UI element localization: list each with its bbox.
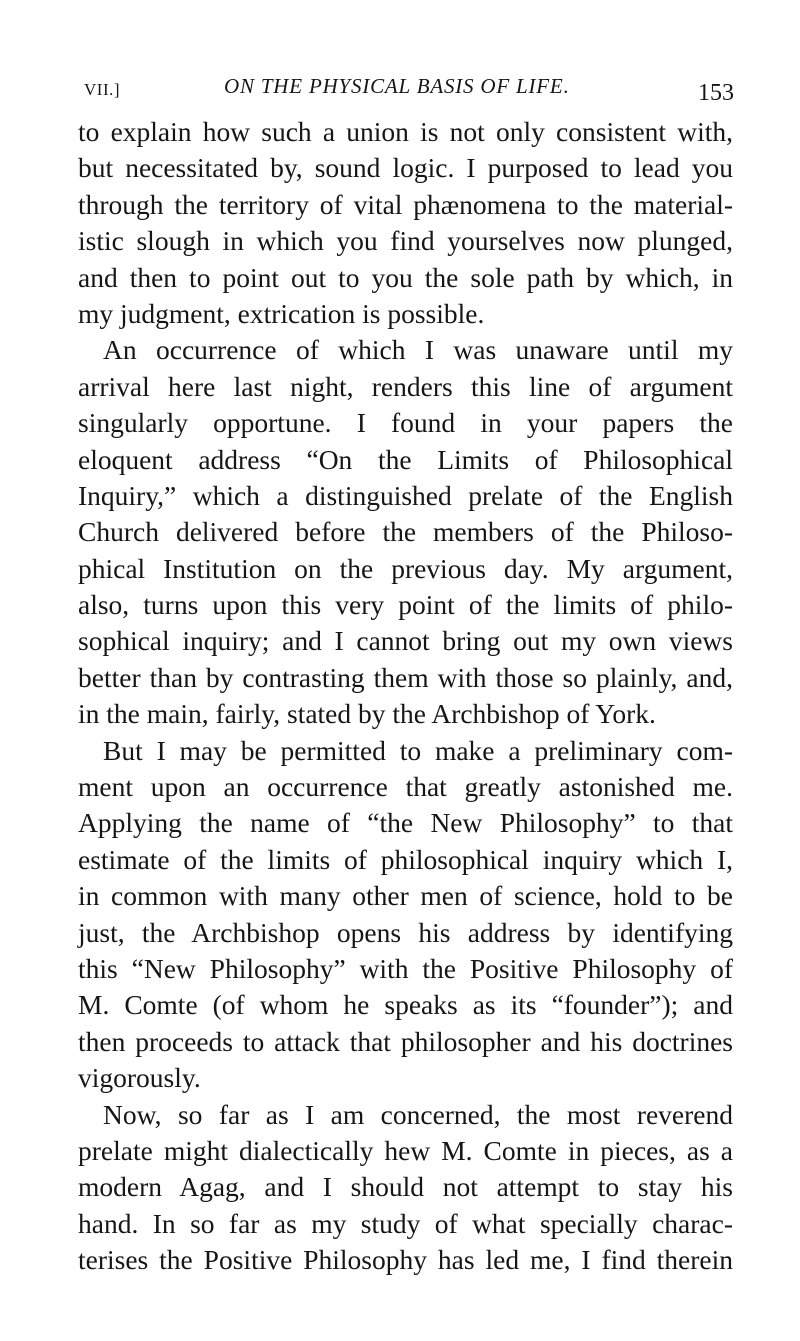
text-line: but necessitated by, sound logic. I purposed to lead you [78, 152, 733, 184]
text-line: eloquent address “On the Limits of Philosophical [78, 443, 733, 475]
text-line: just, the Archbishop opens his address by identifying [78, 916, 733, 948]
text-line: prelate might dialectically hew M. Comte in pieces, as a [78, 1134, 733, 1166]
paragraph-start-line: But I may be permitted to make a preliminary com- [103, 734, 733, 766]
text-line: vigorously. [78, 1062, 201, 1094]
text-line: also, turns upon this very point of the limits of philo- [78, 589, 733, 621]
chapter-number: VII.] [84, 80, 121, 99]
text-line: through the territory of vital phænomena to the material- [78, 188, 733, 220]
text-line: in the main, fairly, stated by the Archbishop of York. [78, 698, 656, 730]
text-line: my judgment, extrication is possible. [78, 297, 485, 329]
text-line: ment upon an occurrence that greatly astonished me. [78, 771, 733, 803]
body-text [78, 114, 733, 1279]
text-line: istic slough in which you find yourselves now plunged, [78, 225, 733, 257]
text-line: Inquiry,” which a distinguished prelate of the English [78, 479, 733, 511]
text-line: this “New Philosophy” with the Positive Philosophy of [78, 952, 733, 984]
text-line: and then to point out to you the sole path by which, in [78, 261, 733, 293]
text-line: better than by contrasting them with those so plainly, and, [78, 661, 733, 693]
text-line: phical Institution on the previous day. My argument, [78, 552, 733, 584]
text-line: to explain how such a union is not only consistent with, [78, 116, 733, 147]
text-line: Church delivered before the members of the Philoso- [78, 516, 733, 548]
text-line: sophical inquiry; and I cannot bring out my own views [78, 625, 733, 657]
text-line: singularly opportune. I found in your papers the [78, 407, 733, 439]
text-line: Applying the name of “the New Philosophy” to that [78, 807, 733, 839]
paragraph-start-line: Now, so far as I am concerned, the most reverend [103, 1098, 733, 1130]
text-line: estimate of the limits of philosophical inquiry which I, [78, 843, 733, 875]
text-line: arrival here last night, renders this line of argument [78, 370, 733, 402]
text-line: terises the Positive Philosophy has led me, I find therein [78, 1244, 733, 1276]
running-head [84, 72, 734, 108]
running-title: ON THE PHYSICAL BASIS OF LIFE. [224, 74, 570, 98]
text-line: hand. In so far as my study of what specially charac- [78, 1207, 733, 1239]
page-number: 153 [698, 80, 734, 106]
text-line: M. Comte (of whom he speaks as its “founder”); and [78, 989, 733, 1021]
text-line: in common with many other men of science, hold to be [78, 880, 733, 912]
paragraph-start-line: An occurrence of which I was unaware until my [103, 334, 733, 366]
text-line: then proceeds to attack that philosopher and his doctrines [78, 1025, 733, 1057]
text-line: modern Agag, and I should not attempt to stay his [78, 1171, 733, 1203]
